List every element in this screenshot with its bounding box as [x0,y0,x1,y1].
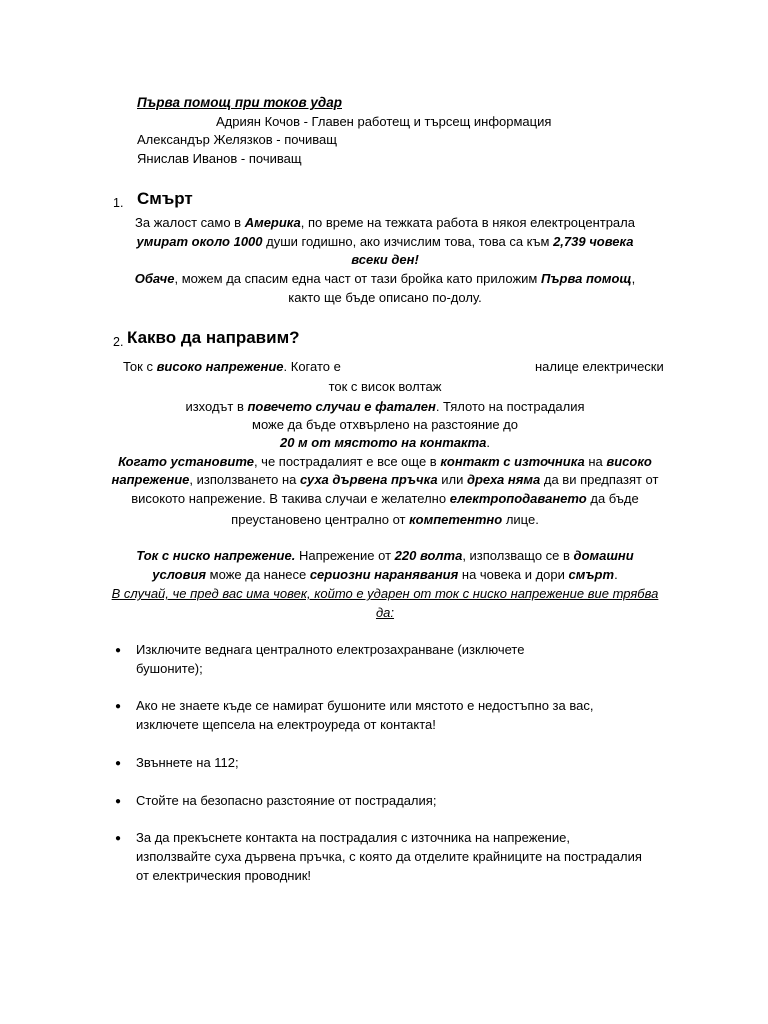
bullet-1-line-2: бушоните); [136,661,203,676]
bullet-marker: ● [115,796,122,807]
section-2-line-4: може да бъде отхвърлено на разстояние до [252,417,518,432]
section-1-line-3: всеки ден! [351,252,419,267]
section-2-line-7: напрежение, използването на суха дървена пръчка или дреха няма да ви предпазят от [111,472,659,487]
bullet-5-line-1: За да прекъснете контакта на пострадалия с източника на напрежение, [136,830,570,845]
bullet-5-line-2: използвайте суха дървена пръчка, с която да отделите крайниците на пострадалия [136,849,642,864]
bullet-marker: ● [115,758,122,769]
section-2-heading: Какво да направим? [127,328,300,347]
section-2-line-11: условия може да нанесе сериозни наранявания на човека и дори смърт. [152,567,618,582]
section-2-line-9: преустановено централно от компетентно лице. [231,512,539,527]
section-1-line-1: За жалост само в Америка, по време на тежката работа в някоя електроцентрала [135,215,635,230]
document-title: Първа помощ при токов удар [137,95,342,110]
bullet-2-line-1: Ако не знаете къде се намират бушоните или мястото е недостъпно за вас, [136,698,594,713]
section-1-number: 1. [113,196,124,210]
section-2-line-1b: налице електрически [535,359,664,374]
section-2-line-5: 20 м от мястото на контакта. [279,435,491,450]
section-1-line-4: Обаче, можем да спасим една част от тази бройка като приложим Първа помощ, [134,271,636,286]
section-2-number: 2. [113,335,124,349]
author-line-1: Адриян Кочов - Главен работещ и търсещ информация [216,114,552,129]
section-2-line-1a: Ток с високо напрежение. Когато е [123,359,341,374]
section-2-line-3: изходът в повечето случаи е фатален. Тялото на пострадалия [185,399,585,414]
bullet-marker: ● [115,833,122,844]
author-line-3: Янислав Иванов - почиващ [137,151,302,166]
section-1-line-5: както ще бъде описано по-долу. [288,290,482,305]
section-2-line-13: да: [375,605,395,620]
section-2-line-12: В случай, че пред вас има човек, който е ударен от ток с ниско напрежение вие трябва [111,586,659,601]
bullet-3-line-1: Звъннете на 112; [136,755,239,770]
section-1-heading: Смърт [137,189,193,208]
section-2-line-8: високото напрежение. В такива случаи е желателно електроподаването да бъде [131,491,639,506]
section-2-line-2: ток с висок волтаж [328,379,442,394]
section-2-line-6: Когато установите, че пострадалият е все още в контакт с източника на високо [118,454,652,469]
bullet-2-line-2: изключете щепсела на електроуреда от контакта! [136,717,436,732]
bullet-marker: ● [115,645,122,656]
bullet-marker: ● [115,701,122,712]
bullet-4-line-1: Стойте на безопасно разстояние от пострадалия; [136,793,437,808]
author-line-2: Александър Желязков - почиващ [137,132,337,147]
bullet-1-line-1: Изключите веднага централното електрозахранване (изключете [136,642,525,657]
section-1-line-2: умират около 1000 души годишно, ако изчислим това, това са към 2,739 човека [136,234,634,249]
section-2-line-10: Ток с ниско напрежение. Напрежение от 220 волта, използващо се в домашни [136,548,634,563]
bullet-5-line-3: от електрическия проводник! [136,868,312,883]
